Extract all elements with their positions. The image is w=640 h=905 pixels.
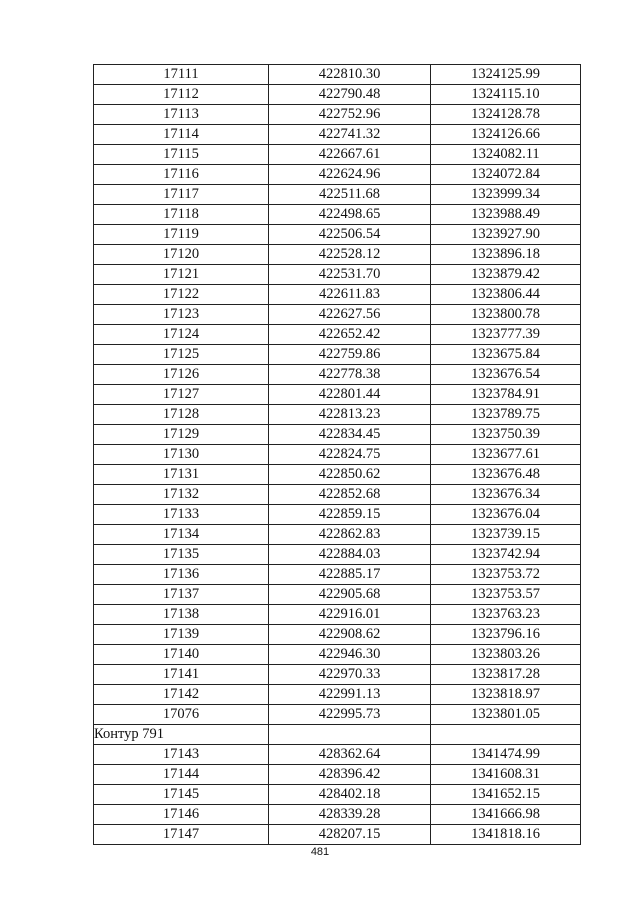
x-coordinate-cell: 422624.96 (269, 165, 431, 185)
y-coordinate-cell: 1341818.16 (431, 825, 581, 845)
point-number-cell: 17118 (94, 205, 269, 225)
x-coordinate-cell: 422790.48 (269, 85, 431, 105)
x-coordinate-cell: 422759.86 (269, 345, 431, 365)
table-row (94, 405, 581, 425)
y-coordinate-cell: 1323676.04 (431, 505, 581, 525)
point-number-cell: 17145 (94, 785, 269, 805)
point-number-cell: 17140 (94, 645, 269, 665)
table-row (94, 445, 581, 465)
table-row (94, 205, 581, 225)
x-coordinate-cell: 422859.15 (269, 505, 431, 525)
x-coordinate-cell: 422752.96 (269, 105, 431, 125)
y-coordinate-cell: 1323739.15 (431, 525, 581, 545)
point-number-cell: 17142 (94, 685, 269, 705)
y-coordinate-cell: 1323777.39 (431, 325, 581, 345)
y-coordinate-cell: 1323879.42 (431, 265, 581, 285)
point-number-cell: 17130 (94, 445, 269, 465)
point-number-cell: 17136 (94, 565, 269, 585)
table-row (94, 545, 581, 565)
x-coordinate-cell: 422852.68 (269, 485, 431, 505)
contour-label: Контур 791 (94, 725, 269, 745)
x-coordinate-cell: 422862.83 (269, 525, 431, 545)
x-coordinate-cell: 422506.54 (269, 225, 431, 245)
table-row (94, 465, 581, 485)
y-coordinate-cell: 1323818.97 (431, 685, 581, 705)
x-coordinate-cell: 422885.17 (269, 565, 431, 585)
x-coordinate-cell: 428402.18 (269, 785, 431, 805)
y-coordinate-cell: 1324082.11 (431, 145, 581, 165)
y-coordinate-cell: 1323675.84 (431, 345, 581, 365)
table-body-part1 (94, 65, 581, 725)
point-number-cell: 17132 (94, 485, 269, 505)
x-coordinate-cell: 422531.70 (269, 265, 431, 285)
table-row (94, 645, 581, 665)
table-row (94, 165, 581, 185)
y-coordinate-cell: 1323999.34 (431, 185, 581, 205)
table-row (94, 145, 581, 165)
table-row (94, 385, 581, 405)
table-row (94, 85, 581, 105)
y-coordinate-cell: 1323676.48 (431, 465, 581, 485)
x-coordinate-cell: 428207.15 (269, 825, 431, 845)
point-number-cell: 17124 (94, 325, 269, 345)
point-number-cell: 17123 (94, 305, 269, 325)
page-number: 481 (310, 846, 330, 858)
x-coordinate-cell: 422741.32 (269, 125, 431, 145)
table-row (94, 425, 581, 445)
y-coordinate-cell: 1323677.61 (431, 445, 581, 465)
empty-cell (431, 725, 581, 745)
point-number-cell: 17119 (94, 225, 269, 245)
table-row (94, 765, 581, 785)
point-number-cell: 17127 (94, 385, 269, 405)
y-coordinate-cell: 1341608.31 (431, 765, 581, 785)
x-coordinate-cell: 428339.28 (269, 805, 431, 825)
point-number-cell: 17131 (94, 465, 269, 485)
contour-header-row (94, 725, 581, 745)
x-coordinate-cell: 422498.65 (269, 205, 431, 225)
point-number-cell: 17128 (94, 405, 269, 425)
x-coordinate-cell: 422850.62 (269, 465, 431, 485)
point-number-cell: 17121 (94, 265, 269, 285)
table-row (94, 485, 581, 505)
table-body-contour (94, 725, 581, 745)
table-row (94, 285, 581, 305)
point-number-cell: 17146 (94, 805, 269, 825)
table-row (94, 745, 581, 765)
x-coordinate-cell: 422778.38 (269, 365, 431, 385)
x-coordinate-cell: 422652.42 (269, 325, 431, 345)
y-coordinate-cell: 1323676.54 (431, 365, 581, 385)
point-number-cell: 17129 (94, 425, 269, 445)
point-number-cell: 17134 (94, 525, 269, 545)
point-number-cell: 17141 (94, 665, 269, 685)
y-coordinate-cell: 1323750.39 (431, 425, 581, 445)
point-number-cell: 17120 (94, 245, 269, 265)
y-coordinate-cell: 1323784.91 (431, 385, 581, 405)
point-number-cell: 17111 (94, 65, 269, 85)
table-row (94, 825, 581, 845)
y-coordinate-cell: 1324072.84 (431, 165, 581, 185)
x-coordinate-cell: 422834.45 (269, 425, 431, 445)
x-coordinate-cell: 422528.12 (269, 245, 431, 265)
y-coordinate-cell: 1323676.34 (431, 485, 581, 505)
y-coordinate-cell: 1323789.75 (431, 405, 581, 425)
x-coordinate-cell: 422970.33 (269, 665, 431, 685)
y-coordinate-cell: 1323801.05 (431, 705, 581, 725)
x-coordinate-cell: 422946.30 (269, 645, 431, 665)
table-row (94, 525, 581, 545)
x-coordinate-cell: 422908.62 (269, 625, 431, 645)
x-coordinate-cell: 422511.68 (269, 185, 431, 205)
table-row (94, 625, 581, 645)
empty-cell (269, 725, 431, 745)
point-number-cell: 17117 (94, 185, 269, 205)
x-coordinate-cell: 422667.61 (269, 145, 431, 165)
x-coordinate-cell: 422801.44 (269, 385, 431, 405)
x-coordinate-cell: 422905.68 (269, 585, 431, 605)
table-row (94, 125, 581, 145)
table-row (94, 605, 581, 625)
table-row (94, 365, 581, 385)
x-coordinate-cell: 422884.03 (269, 545, 431, 565)
y-coordinate-cell: 1323988.49 (431, 205, 581, 225)
point-number-cell: 17125 (94, 345, 269, 365)
table-row (94, 305, 581, 325)
x-coordinate-cell: 422813.23 (269, 405, 431, 425)
x-coordinate-cell: 428362.64 (269, 745, 431, 765)
point-number-cell: 17139 (94, 625, 269, 645)
table-row (94, 105, 581, 125)
table-row (94, 65, 581, 85)
point-number-cell: 17116 (94, 165, 269, 185)
point-number-cell: 17144 (94, 765, 269, 785)
y-coordinate-cell: 1323796.16 (431, 625, 581, 645)
x-coordinate-cell: 422916.01 (269, 605, 431, 625)
point-number-cell: 17143 (94, 745, 269, 765)
y-coordinate-cell: 1323763.23 (431, 605, 581, 625)
y-coordinate-cell: 1324115.10 (431, 85, 581, 105)
table-row (94, 585, 581, 605)
point-number-cell: 17115 (94, 145, 269, 165)
point-number-cell: 17138 (94, 605, 269, 625)
y-coordinate-cell: 1341652.15 (431, 785, 581, 805)
table-body-part2 (94, 745, 581, 845)
table-row (94, 705, 581, 725)
point-number-cell: 17112 (94, 85, 269, 105)
y-coordinate-cell: 1324128.78 (431, 105, 581, 125)
y-coordinate-cell: 1324125.99 (431, 65, 581, 85)
x-coordinate-cell: 422810.30 (269, 65, 431, 85)
point-number-cell: 17135 (94, 545, 269, 565)
table-row (94, 505, 581, 525)
x-coordinate-cell: 422627.56 (269, 305, 431, 325)
point-number-cell: 17147 (94, 825, 269, 845)
x-coordinate-cell: 422611.83 (269, 285, 431, 305)
y-coordinate-cell: 1323800.78 (431, 305, 581, 325)
x-coordinate-cell: 422995.73 (269, 705, 431, 725)
table-row (94, 685, 581, 705)
table-row (94, 265, 581, 285)
y-coordinate-cell: 1323817.28 (431, 665, 581, 685)
table-row (94, 225, 581, 245)
x-coordinate-cell: 422824.75 (269, 445, 431, 465)
point-number-cell: 17126 (94, 365, 269, 385)
table-row (94, 785, 581, 805)
point-number-cell: 17114 (94, 125, 269, 145)
y-coordinate-cell: 1341666.98 (431, 805, 581, 825)
y-coordinate-cell: 1324126.66 (431, 125, 581, 145)
table-row (94, 325, 581, 345)
y-coordinate-cell: 1323806.44 (431, 285, 581, 305)
point-number-cell: 17122 (94, 285, 269, 305)
table-row (94, 565, 581, 585)
y-coordinate-cell: 1323803.26 (431, 645, 581, 665)
table-row (94, 245, 581, 265)
table-row (94, 185, 581, 205)
coordinates-table (93, 64, 581, 845)
point-number-cell: 17113 (94, 105, 269, 125)
y-coordinate-cell: 1323753.57 (431, 585, 581, 605)
y-coordinate-cell: 1323927.90 (431, 225, 581, 245)
point-number-cell: 17133 (94, 505, 269, 525)
x-coordinate-cell: 422991.13 (269, 685, 431, 705)
y-coordinate-cell: 1323742.94 (431, 545, 581, 565)
y-coordinate-cell: 1323896.18 (431, 245, 581, 265)
x-coordinate-cell: 428396.42 (269, 765, 431, 785)
point-number-cell: 17076 (94, 705, 269, 725)
table-row (94, 665, 581, 685)
table-row (94, 805, 581, 825)
point-number-cell: 17137 (94, 585, 269, 605)
table-row (94, 345, 581, 365)
y-coordinate-cell: 1323753.72 (431, 565, 581, 585)
y-coordinate-cell: 1341474.99 (431, 745, 581, 765)
